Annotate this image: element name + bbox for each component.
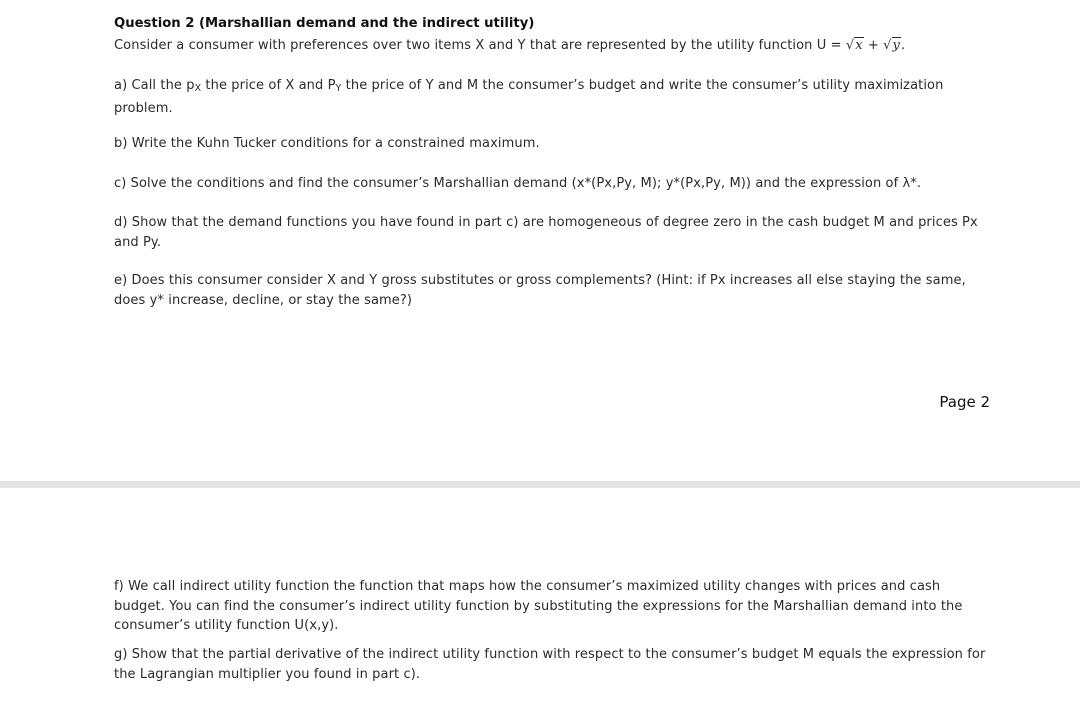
sqrt-y-expression: √y: [883, 38, 900, 53]
part-a: a) Call the $p_X$ the price of X and $P_Y$ the price of Y and M the consumer’s budget and write the consumer’s utility maximization problem.: [114, 78, 944, 116]
intro-text: Consider a consumer with preferences over two items X and Y that are represented by the utility function U =: [114, 38, 846, 53]
question-intro: Consider a consumer with preferences over two items X and Y that are represented by the utility function U = √x + √y.: [114, 36, 989, 56]
document-page-2: [0, 488, 1080, 704]
sqrt-x-expression: √x: [845, 38, 863, 53]
page-number: Page 2: [939, 393, 990, 411]
part-b: b) Write the Kuhn Tucker conditions for a constrained maximum.: [114, 136, 540, 151]
page-separator: [0, 481, 1080, 488]
part-d: d) Show that the demand functions you have found in part c) are homogeneous of degree zero in the cash budget M and prices Px and Py.: [114, 215, 978, 250]
part-f: f) We call indirect utility function the function that maps how the consumer’s maximized utility changes with prices and cash budget. You can find the consumer’s indirect utility function by substituting the expressions for the Marshallian demand into the consumer’s utility function U(x,y).: [114, 579, 963, 633]
part-c: c) Solve the conditions and find the consumer’s Marshallian demand (x*(Px,Py, M); y*(Px,Py, M)) and the expression of λ*.: [114, 176, 922, 191]
question-title: Question 2 (Marshallian demand and the indirect utility): [114, 16, 535, 31]
part-g: g) Show that the partial derivative of the indirect utility function with respect to the consumer’s budget M equals the expression for the Lagrangian multiplier you found in part c).: [114, 647, 986, 682]
part-e: e) Does this consumer consider X and Y gross substitutes or gross complements? (Hint: if Px increases all else staying the same, does y* increase, decline, or stay the same?): [114, 273, 966, 308]
